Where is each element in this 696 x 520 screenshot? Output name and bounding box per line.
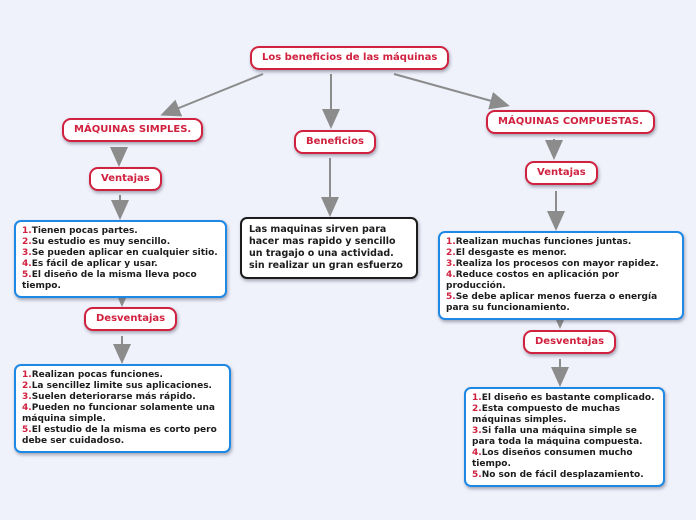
node-lista-desventajas-simples[interactable] [14,364,231,453]
list-item [446,270,676,292]
node-ventajas-simples-label: Ventajas [101,173,150,184]
node-desventajas-simples[interactable] [84,307,177,331]
list-item [446,237,676,248]
node-beneficios-descripcion[interactable] [240,217,418,279]
list-item [472,404,657,426]
list-item-text: El diseño de la misma lleva poco tiempo. [22,270,197,291]
node-lista-ventajas-compuestas[interactable] [438,231,684,320]
list-item-number: 5. [22,270,32,280]
list-item [446,259,676,270]
list-item-text: Realiza los procesos con mayor rapidez. [455,259,659,269]
list-item-number: 3. [446,259,456,269]
list-item [22,248,219,259]
list-item-text: Si falla una máquina simple se para toda la máquina compuesta. [472,426,643,447]
list-item [22,381,223,392]
list-item-text: No son de fácil desplazamiento. [481,470,644,480]
list-item-text: Suelen deteriorarse más rápido. [31,392,196,402]
list-item [472,448,657,470]
list-item [472,470,657,481]
list-item-text: Realizan pocas funciones. [31,370,163,380]
list-item-number: 5. [472,470,482,480]
list-item [472,426,657,448]
list-item-number: 3. [22,392,32,402]
node-ventajas-compuestas[interactable] [525,161,598,185]
list-item [22,270,219,292]
list-item [472,393,657,404]
node-lista-desventajas-compuestas[interactable] [464,387,665,487]
list-item-text: Tienen pocas partes. [31,226,138,236]
list-item-text: Es fácil de aplicar y usar. [31,259,158,269]
list-item [22,259,219,270]
list-item-text: Realizan muchas funciones juntas. [455,237,632,247]
node-maquinas-simples[interactable] [62,118,203,142]
list-item [22,403,223,425]
node-lista-ventajas-simples[interactable] [14,220,227,298]
list-item-number: 3. [472,426,482,436]
list-item-number: 2. [22,381,32,391]
list-item [22,425,223,447]
list-item [22,237,219,248]
list-item-number: 4. [22,403,32,413]
list-item-text: El diseño es bastante complicado. [481,393,655,403]
list-item-text: Se pueden aplicar en cualquier sitio. [31,248,218,258]
node-ventajas-compuestas-label: Ventajas [537,167,586,178]
connector-root-to-simples [164,74,263,114]
node-maquinas-simples-label: MÁQUINAS SIMPLES. [74,124,192,135]
list-item-number: 4. [472,448,482,458]
list-item-text: Los diseños consumen mucho tiempo. [472,448,633,469]
list-item-text: El desgaste es menor. [455,248,567,258]
list-item-number: 1. [446,237,456,247]
list-item-text: El estudio de la misma es corto pero debe ser cuidadoso. [22,425,217,446]
list-item-text: Esta compuesto de muchas máquinas simples. [472,404,621,425]
node-root[interactable] [250,46,449,70]
list-item-text: Reduce costos en aplicación por producción. [446,270,619,291]
list-item-number: 1. [472,393,482,403]
list-item [446,292,676,314]
list-item-text: Se debe aplicar menos fuerza o energía para su funcionamiento. [446,292,658,313]
node-desventajas-simples-label: Desventajas [96,313,166,324]
list-item-number: 4. [22,259,32,269]
list-item [22,370,223,381]
list-item [22,392,223,403]
node-maquinas-compuestas-label: MÁQUINAS COMPUESTAS. [498,116,643,127]
list-item-number: 2. [446,248,456,258]
list-item-number: 2. [472,404,482,414]
list-item-number: 1. [22,370,32,380]
list-item [446,248,676,259]
list-item-number: 3. [22,248,32,258]
list-item-text: Su estudio es muy sencillo. [31,237,171,247]
beneficios-descripcion-text: Las maquinas sirven para hacer mas rapido y sencillo un tragajo o una actividad. sin realizar un gran esfuerzo [249,224,403,271]
node-desventajas-compuestas[interactable] [523,330,616,354]
node-ventajas-simples[interactable] [89,167,162,191]
list-item-number: 5. [22,425,32,435]
node-maquinas-compuestas[interactable] [486,110,655,134]
node-root-label: Los beneficios de las máquinas [262,52,438,63]
node-beneficios-label: Beneficios [306,136,364,147]
list-item-text: La sencillez limite sus aplicaciones. [31,381,212,391]
list-item-number: 1. [22,226,32,236]
list-item-number: 4. [446,270,456,280]
node-beneficios[interactable] [294,130,376,154]
connector-root-to-compuestas [394,74,506,105]
list-item-number: 2. [22,237,32,247]
list-item-text: Pueden no funcionar solamente una máquina simple. [22,403,216,424]
node-desventajas-compuestas-label: Desventajas [535,336,605,347]
list-item-number: 5. [446,292,456,302]
list-item [22,226,219,237]
